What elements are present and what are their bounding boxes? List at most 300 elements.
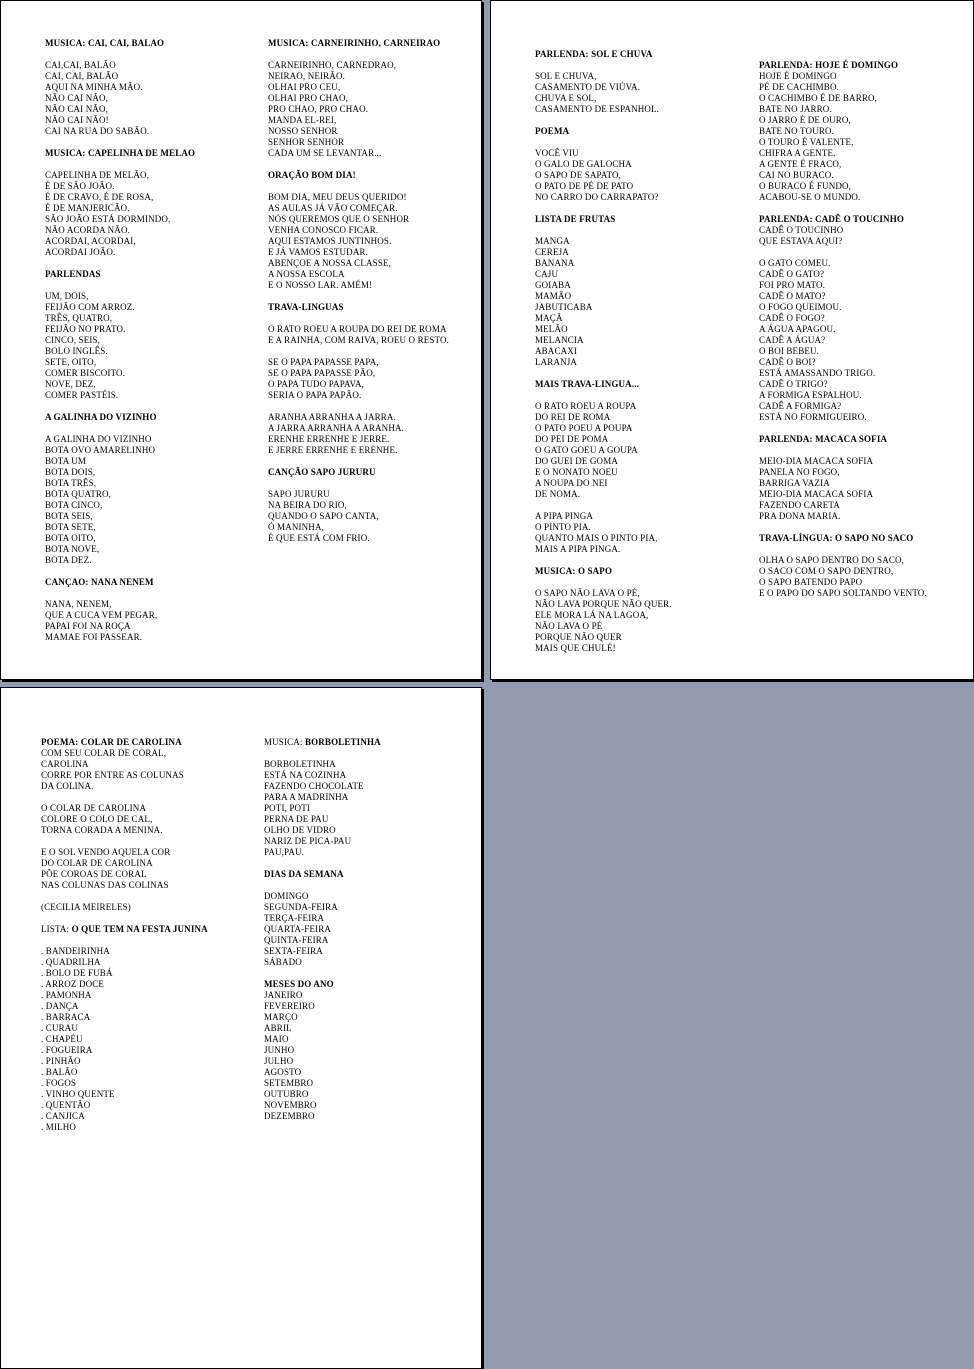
text-line: ABACAXI: [535, 346, 578, 356]
text-line: CHIFRA A GENTE.: [759, 148, 836, 158]
text-line: CHUVA E SOL,: [535, 93, 597, 103]
text-line: O RATO ROEU A ROUPA: [535, 401, 637, 411]
text-line: É DE SÃO JOÃO.: [45, 181, 115, 191]
text-section: [759, 533, 971, 599]
text-line: CADÊ O GATO?: [759, 269, 825, 279]
text-line: ABRIL: [264, 1023, 292, 1033]
text-line: . BANDEIRINHA: [41, 946, 110, 956]
text-section: [759, 214, 971, 423]
text-line: PERNA DE PAU: [264, 814, 329, 824]
section-title-text: MUSICA: CARNEIRINHO, CARNEIRAO: [268, 38, 441, 48]
text-line: CADÊ O TRIGO?: [759, 379, 828, 389]
text-line: SERIA O PAPA PAPÃO.: [268, 390, 362, 400]
text-line: . BALÃO: [41, 1067, 78, 1077]
text-line: FEIJÃO NO PRATO.: [45, 324, 126, 334]
text-line: FEVEREIRO: [264, 1001, 315, 1011]
section-title: [759, 60, 971, 71]
section-title-text: TRAVA-LÍNGUA: O SAPO NO SACO: [759, 533, 914, 543]
page-2-right-column: [759, 60, 971, 610]
text-line: COMER BISCOITO.: [45, 368, 126, 378]
text-line: NOVEMBRO: [264, 1100, 317, 1110]
text-line: ELE MORA LÁ NA LAGOA,: [535, 610, 649, 620]
text-line: SEGUNDA-FEIRA: [264, 902, 338, 912]
text-line: A JARRA ARRANHA A ARANHA.: [268, 423, 405, 433]
text-line: GOIABA: [535, 280, 571, 290]
text-line: E O NOSSO LAR. AMÉM!: [268, 280, 373, 290]
text-line: . PAMONHA: [41, 990, 92, 1000]
text-line: ACORDAI, ACORDAI,: [45, 236, 136, 246]
text-line: SETE, OITO,: [45, 357, 97, 367]
text-line: DO PEI DE POMA: [535, 434, 609, 444]
text-section: [535, 566, 735, 654]
text-line: JABUTICABA: [535, 302, 593, 312]
text-line: ESTÁ NA COZINHA: [264, 770, 347, 780]
text-line: Ó MANINHA,: [268, 522, 324, 532]
text-line: FAZENDO CARETA: [759, 500, 840, 510]
text-line: DEZEMBRO: [264, 1111, 315, 1121]
text-line: . PINHÃO: [41, 1056, 81, 1066]
text-line: . BOLO DE FUBÁ: [41, 968, 113, 978]
text-line: O PINTO PIA.: [535, 522, 591, 532]
text-line: E JÁ VAMOS ESTUDAR.: [268, 247, 369, 257]
text-line: . CHAPÉU: [41, 1034, 83, 1044]
text-line: TRÊS, QUATRO,: [45, 313, 113, 323]
blank-line: [41, 836, 241, 847]
page-1-left-column: [45, 38, 245, 654]
text-line: MAMÃO: [535, 291, 572, 301]
section-title-prefix: MUSICA:: [264, 737, 305, 747]
blank-line: [264, 880, 474, 891]
section-title-text: PARLENDA: SOL E CHUVA: [535, 49, 653, 59]
text-line: NOVE, DEZ,: [45, 379, 96, 389]
section-title-text: BORBOLETINHA: [304, 737, 381, 747]
text-section: [759, 60, 971, 203]
blank-line: [535, 500, 735, 511]
text-line: PRA DONA MARIA.: [759, 511, 841, 521]
blank-line: [264, 748, 474, 759]
text-line: O GALO DE GALOCHA: [535, 159, 632, 169]
text-line: OUTUBRO: [264, 1089, 309, 1099]
blank-line: [759, 445, 971, 456]
blank-line: [535, 60, 735, 71]
text-line: QUE ESTAVA AQUI?: [759, 236, 843, 246]
blank-line: [268, 181, 478, 192]
text-line: . ARROZ DOCE: [41, 979, 105, 989]
blank-line: [41, 935, 241, 946]
text-line: AS AULAS JÁ VÃO COMEÇAR.: [268, 203, 398, 213]
text-line: MANGA: [535, 236, 570, 246]
section-title: [264, 737, 474, 748]
text-line: DO GUEI DE GOMA: [535, 456, 618, 466]
text-line: PÉ DE CACHIMBO.: [759, 82, 840, 92]
text-line: ACABOU-SE O MUNDO.: [759, 192, 861, 202]
text-line: ARANHA ARRANHA A JARRA.: [268, 412, 396, 422]
section-title-text: LISTA DE FRUTAS: [535, 214, 616, 224]
text-line: É DE MANJERICÃO.: [45, 203, 130, 213]
text-line: O CACHIMBO É DE BARRO,: [759, 93, 878, 103]
page-3-right-column: [264, 737, 474, 1133]
text-line: BOTA DOIS,: [45, 467, 96, 477]
text-line: DO REI DE ROMA: [535, 412, 611, 422]
section-title: [41, 924, 241, 935]
section-title: [264, 979, 474, 990]
text-line: O GATO COMEU.: [759, 258, 831, 268]
section-title: [41, 737, 241, 748]
text-line: PORQUE NÃO QUER: [535, 632, 622, 642]
text-line: OLHO DE VIDRO: [264, 825, 336, 835]
text-line: CASAMENTO DE VIÚVA.: [535, 82, 641, 92]
text-section: [535, 49, 735, 115]
text-line: AQUI NA MINHA MÃO.: [45, 82, 143, 92]
text-section: [268, 170, 478, 291]
text-line: MARÇO: [264, 1012, 298, 1022]
text-line: COLORE O COLO DE CAL,: [41, 814, 153, 824]
section-title-text: A GALINHA DO VIZINHO: [45, 412, 157, 422]
text-line: NÃO LAVA PORQUE NÃO QUER.: [535, 599, 672, 609]
section-title-text: MUSICA: O SAPO: [535, 566, 613, 576]
text-line: NAS COLUNAS DAS COLINAS: [41, 880, 169, 890]
text-line: VENHA CONOSCO FICAR.: [268, 225, 379, 235]
text-line: E O SOL VENDO AQUELA COR: [41, 847, 171, 857]
text-line: NÃO CAI NÃO,: [45, 93, 109, 103]
text-line: ABENÇOE A NOSSA CLASSE,: [268, 258, 391, 268]
text-line: O FOGO QUEIMOU.: [759, 302, 842, 312]
text-line: BOTA OITO,: [45, 533, 96, 543]
blank-line: [268, 49, 478, 60]
text-line: PAPAI FOI NA ROÇA: [45, 621, 131, 631]
text-line: FEIJÃO COM ARROZ.: [45, 302, 135, 312]
blank-line: [268, 401, 478, 412]
text-line: BOTA CINCO,: [45, 500, 103, 510]
text-line: ESTÁ NO FORMIGUEIRO.: [759, 412, 867, 422]
text-line: SÁBADO: [264, 957, 302, 967]
blank-line: [45, 423, 245, 434]
text-line: JULHO: [264, 1056, 294, 1066]
text-line: CADÊ A ÁGUA?: [759, 335, 826, 345]
text-line: BOTA SETE,: [45, 522, 96, 532]
text-line: A NOSSA ESCOLA: [268, 269, 345, 279]
text-line: SOL E CHUVA,: [535, 71, 597, 81]
text-line: O BOI BEBEU.: [759, 346, 820, 356]
text-section: [41, 737, 241, 913]
text-section: [535, 214, 735, 368]
text-line: NÃO CAI NÃO!: [45, 115, 109, 125]
text-line: SE O PAPA PAPASSE PÃO,: [268, 368, 376, 378]
blank-line: [268, 478, 478, 489]
text-line: CASAMENTO DE ESPANHOL.: [535, 104, 660, 114]
blank-line: [41, 792, 241, 803]
document-page-1: [0, 0, 482, 680]
text-line: BOTA DEZ.: [45, 555, 92, 565]
text-line: NÓS QUEREMOS QUE O SENHOR: [268, 214, 410, 224]
text-line: QUE A CUCA VEM PEGAR,: [45, 610, 158, 620]
text-line: OLHAI PRO CEU,: [268, 82, 341, 92]
section-title: [535, 126, 735, 137]
text-line: DOMINGO: [264, 891, 309, 901]
text-line: SÃO JOÃO ESTÁ DORMINDO,: [45, 214, 171, 224]
section-title: [45, 412, 245, 423]
text-section: [45, 148, 245, 258]
section-title: [264, 869, 474, 880]
text-line: CAI,CAI, BALÃO: [45, 60, 116, 70]
text-line: CORRE POR ENTRE AS COLUNAS: [41, 770, 184, 780]
text-line: A ÁGUA APAGOU.: [759, 324, 836, 334]
section-title-text: POEMA: COLAR DE CAROLINA: [41, 737, 182, 747]
section-title-text: PARLENDA: CADÊ O TOUCINHO: [759, 214, 905, 224]
text-section: [45, 412, 245, 566]
blank-line: [41, 891, 241, 902]
text-line: O SAPO BATENDO PAPO: [759, 577, 863, 587]
text-line: BOTA UM: [45, 456, 87, 466]
text-line: . FOGUEIRA: [41, 1045, 93, 1055]
text-line: VOCÊ VIU: [535, 148, 579, 158]
text-line: SETEMBRO: [264, 1078, 314, 1088]
text-line: COMER PASTÉIS.: [45, 390, 119, 400]
text-line: O PATO POEU A POUPA: [535, 423, 633, 433]
text-line: NANA, NENEM,: [45, 599, 112, 609]
text-section: [268, 302, 478, 456]
section-title: [535, 214, 735, 225]
text-section: [264, 979, 474, 1122]
text-line: NOSSO SENHOR: [268, 126, 338, 136]
blank-line: [45, 49, 245, 60]
text-line: ACORDAI JOÃO.: [45, 247, 116, 257]
text-line: NA BEIRA DO RIO,: [268, 500, 347, 510]
section-title-text: O QUE TEM NA FESTA JUNINA: [71, 924, 208, 934]
section-title-text: PARLENDA: MACACA SOFIA: [759, 434, 888, 444]
text-line: NARIZ DE PICA-PAU: [264, 836, 352, 846]
text-line: A GENTE É FRACO,: [759, 159, 842, 169]
section-title-text: PARLENDAS: [45, 269, 101, 279]
text-line: MAMAE FOI PASSEAR.: [45, 632, 143, 642]
text-line: BATE NO JARRO.: [759, 104, 832, 114]
text-line: DE NOMA.: [535, 489, 581, 499]
section-title: [535, 566, 735, 577]
text-line: . MILHO: [41, 1122, 77, 1132]
text-line: CAI NA RUA DO SABÃO.: [45, 126, 150, 136]
blank-line: [45, 588, 245, 599]
text-line: SEXTA-FEIRA: [264, 946, 323, 956]
text-line: MAIS A PIPA PINGA.: [535, 544, 621, 554]
text-section: [41, 924, 241, 1133]
blank-line: [759, 544, 971, 555]
text-line: (CECILIA MEIRELES): [41, 902, 131, 912]
text-line: A FORMIGA ESPALHOU.: [759, 390, 862, 400]
text-line: O JARRO É DE OURO,: [759, 115, 851, 125]
text-line: PRO CHAO, PRO CHAO.: [268, 104, 369, 114]
text-line: O PAPA TUDO PAPAVA,: [268, 379, 365, 389]
section-title: [45, 148, 245, 159]
text-line: . QUENTÃO: [41, 1100, 91, 1110]
section-title: [759, 434, 971, 445]
section-title: [759, 214, 971, 225]
text-line: DA COLINA.: [41, 781, 94, 791]
text-section: [264, 737, 474, 858]
text-line: BATE NO TOURO.: [759, 126, 835, 136]
section-title: [268, 170, 478, 181]
text-line: BARRIGA VAZIA: [759, 478, 830, 488]
text-line: O SACO COM O SAPO DENTRO,: [759, 566, 894, 576]
text-line: . FOGOS: [41, 1078, 77, 1088]
text-line: MELÃO: [535, 324, 568, 334]
text-line: MEIO-DIA MACACA SOFIA: [759, 489, 874, 499]
section-title: [45, 38, 245, 49]
text-line: OLHAI PRO CHAO,: [268, 93, 349, 103]
text-line: CAJU: [535, 269, 559, 279]
text-line: MANDA EL-REI,: [268, 115, 337, 125]
section-title: [535, 49, 735, 60]
text-line: BOLO INGLÊS.: [45, 346, 108, 356]
text-line: TORNA CORADA A MENINA.: [41, 825, 163, 835]
text-line: CINCO, SEIS,: [45, 335, 101, 345]
section-title-text: TRAVA-LINGUAS: [268, 302, 344, 312]
text-line: MELANCIA: [535, 335, 584, 345]
text-line: . DANÇA: [41, 1001, 79, 1011]
text-line: SENHOR SENHOR: [268, 137, 345, 147]
section-title-text: MAIS TRAVA-LINGUA...: [535, 379, 640, 389]
text-line: BOTA TRÊS,: [45, 478, 97, 488]
section-title: [268, 38, 478, 49]
blank-line: [45, 159, 245, 170]
text-line: JANEIRO: [264, 990, 303, 1000]
text-line: NÃO LAVA O PÉ: [535, 621, 603, 631]
page-3-left-column: [41, 737, 241, 1144]
text-line: OLHA O SAPO DENTRO DO SACO,: [759, 555, 905, 565]
text-line: O TOURO É VALENTE,: [759, 137, 854, 147]
text-line: O BURACO É FUNDO,: [759, 181, 852, 191]
text-line: TERÇA-FEIRA: [264, 913, 325, 923]
text-line: PANELA NO FOGO,: [759, 467, 840, 477]
text-line: ESTÁ AMASSANDO TRIGO.: [759, 368, 876, 378]
text-line: CAI NO BURACO.: [759, 170, 834, 180]
text-line: . CANJICA: [41, 1111, 85, 1121]
section-title: [45, 269, 245, 280]
text-line: BOTA OVO AMARELINHO: [45, 445, 156, 455]
text-line: FAZENDO CHOCOLATE: [264, 781, 364, 791]
text-line: É DE CRAVO, É DE ROSA,: [45, 192, 154, 202]
section-title: [759, 533, 971, 544]
section-title-text: MUSICA: CAPELINHA DE MELAO: [45, 148, 196, 158]
text-line: AQUI ESTAMOS JUNTINHOS.: [268, 236, 392, 246]
text-line: NEIRAO, NEIRÃO.: [268, 71, 345, 81]
text-line: É QUE ESTÁ COM FRIO.: [268, 533, 370, 543]
document-page-2: [490, 0, 974, 680]
text-line: A PIPA PINGA: [535, 511, 593, 521]
blank-line: [759, 247, 971, 258]
section-title: [268, 467, 478, 478]
text-line: O SAPO DE SAPATO,: [535, 170, 622, 180]
text-line: . CURAU: [41, 1023, 79, 1033]
text-line: SE O PAPA PAPASSE PAPA,: [268, 357, 379, 367]
text-line: PAU,PAU.: [264, 847, 305, 857]
text-line: BORBOLETINHA: [264, 759, 336, 769]
text-line: CARNEIRINHO, CARNEDRAO,: [268, 60, 397, 70]
text-line: QUANTO MAIS O PINTO PIA,: [535, 533, 658, 543]
text-line: AGOSTO: [264, 1067, 302, 1077]
section-title-prefix: LISTA:: [41, 924, 72, 934]
text-line: COM SEU COLAR DE CORAL,: [41, 748, 167, 758]
text-line: O COLAR DE CAROLINA: [41, 803, 147, 813]
text-line: CAPELINHA DE MELÃO,: [45, 170, 150, 180]
text-section: [45, 577, 245, 643]
text-line: CADÊ A FORMIGA?: [759, 401, 842, 411]
text-line: BOTA QUATRO,: [45, 489, 112, 499]
text-line: SAPO JURURU: [268, 489, 330, 499]
text-line: O GATO GOEU A GOUPA: [535, 445, 638, 455]
document-page-3: [0, 687, 482, 1369]
section-title-text: PARLENDA: HOJE É DOMINGO: [759, 60, 899, 70]
text-line: PÕE COROAS DE CORAL: [41, 869, 147, 879]
text-section: [759, 434, 971, 522]
text-section: [535, 126, 735, 203]
text-section: [535, 379, 735, 555]
text-line: O RATO ROEU A ROUPA DO REI DE ROMA: [268, 324, 447, 334]
text-line: ERENHE ERRENHE E JERRE.: [268, 434, 390, 444]
section-title: [535, 379, 735, 390]
text-line: E O NONATO NOEU: [535, 467, 618, 477]
text-line: CADÊ O MATO?: [759, 291, 826, 301]
text-section: [268, 467, 478, 544]
text-line: MEIO-DIA MACACA SOFIA: [759, 456, 874, 466]
text-line: MAIS QUE CHULÉ!: [535, 643, 616, 653]
text-line: E JERRE ERRENHE E ERENHE.: [268, 445, 398, 455]
section-title-text: POEMA: [535, 126, 570, 136]
text-line: FOI PRO MATO.: [759, 280, 826, 290]
blank-line: [535, 577, 735, 588]
section-title-text: ORAÇÃO BOM DIA!: [268, 170, 356, 180]
text-line: HOJE É DOMINGO: [759, 71, 837, 81]
text-section: [45, 269, 245, 401]
section-title-text: DIAS DA SEMANA: [264, 869, 344, 879]
text-line: BOTA NOVE,: [45, 544, 100, 554]
text-line: BOM DIA, MEU DEUS QUERIDO!: [268, 192, 407, 202]
page-1-right-column: [268, 38, 478, 555]
text-line: JUNHO: [264, 1045, 295, 1055]
text-line: QUARTA-FEIRA: [264, 924, 332, 934]
text-line: POTI, POTI: [264, 803, 310, 813]
blank-line: [535, 390, 735, 401]
text-line: CAI, CAI, BALÃO: [45, 71, 119, 81]
text-line: CADA UM SE LEVANTAR...: [268, 148, 382, 158]
section-title-text: MESES DO ANO: [264, 979, 334, 989]
text-line: PARA A MADRINHA: [264, 792, 349, 802]
blank-line: [535, 137, 735, 148]
text-line: CADÊ O BOI?: [759, 357, 816, 367]
text-line: O PATO DE PÉ DE PATO: [535, 181, 634, 191]
text-section: [268, 38, 478, 159]
text-line: A GALINHA DO VIZINHO: [45, 434, 152, 444]
text-line: CADÊ O FOGO?: [759, 313, 825, 323]
text-line: NÃO CAI NÃO,: [45, 104, 109, 114]
section-title-text: CANÇÃO SAPO JURURU: [268, 467, 376, 477]
text-line: O SAPO NÃO LAVA O PÉ,: [535, 588, 640, 598]
text-line: MAÇÃ: [535, 313, 563, 323]
text-line: QUANDO O SAPO CANTA,: [268, 511, 379, 521]
text-line: E A RAINHA, COM RAIVA, ROEU O RESTO.: [268, 335, 450, 345]
text-line: QUINTA-FEIRA: [264, 935, 329, 945]
text-line: DO COLAR DE CAROLINA: [41, 858, 153, 868]
section-title-text: MUSICA: CAI, CAI, BALAO: [45, 38, 165, 48]
text-line: BOTA SEIS,: [45, 511, 93, 521]
blank-line: [268, 313, 478, 324]
text-line: CADÊ O TOUCINHO: [759, 225, 844, 235]
text-line: LARANJA: [535, 357, 578, 367]
text-line: CAROLINA: [41, 759, 89, 769]
text-line: MAIO: [264, 1034, 289, 1044]
text-line: . VINHO QUENTE: [41, 1089, 115, 1099]
text-section: [264, 869, 474, 968]
text-line: NO CARRO DO CARRAPATO?: [535, 192, 659, 202]
